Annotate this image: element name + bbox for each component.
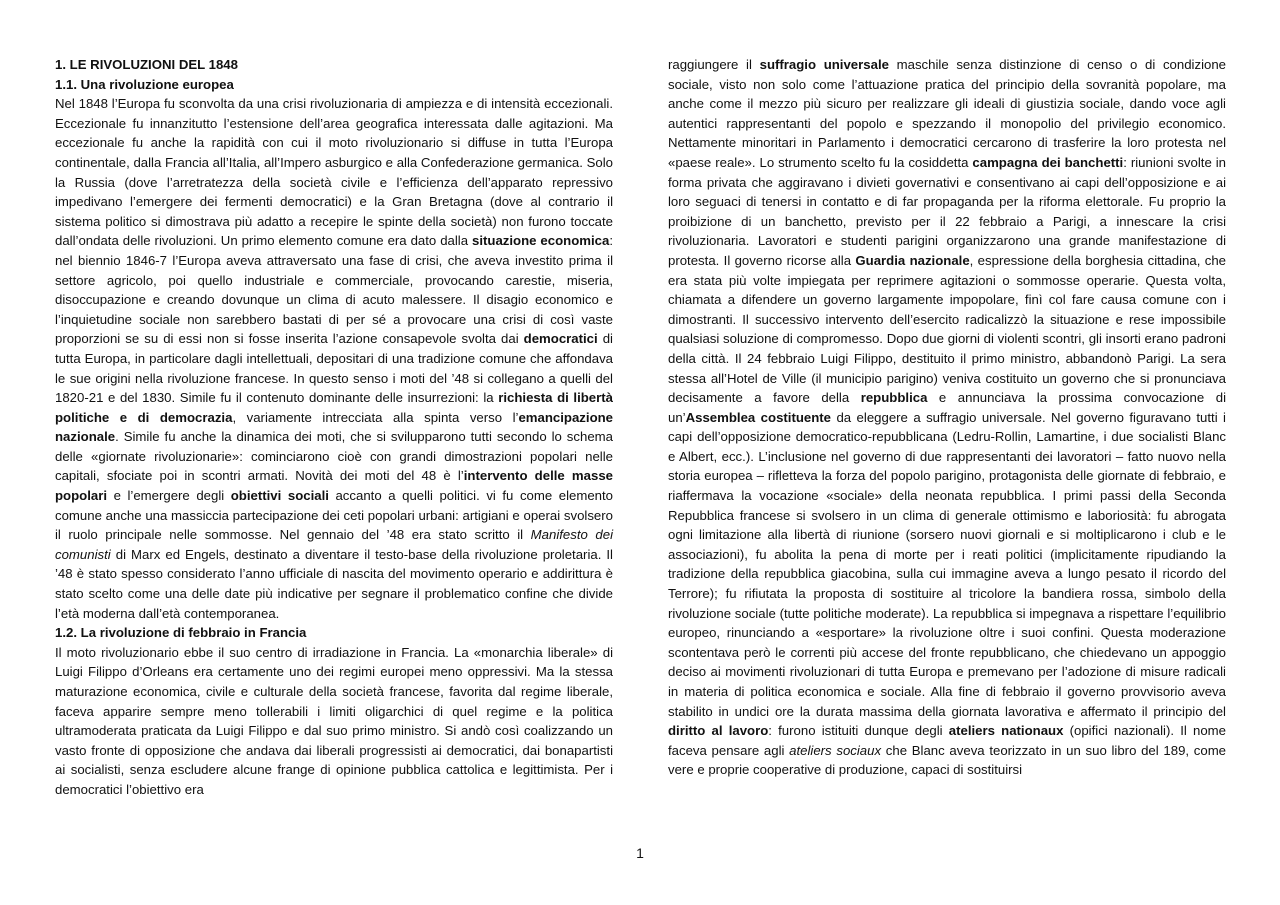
text-run: . Simile fu anche la dinamica dei moti, che si svilupparono tutti secondo lo schema delle «giornate rivoluzionarie»: cominciarono cioè con grandi dimostrazioni popolari nelle capitali, sfociate poi in scontri armati. Novità dei moti del 48 è l’ [55, 429, 613, 484]
italic-text: Manifesto dei comunisti [55, 527, 613, 562]
text-run: : nel biennio 1846-7 l’Europa aveva attraversato una fase di crisi, che aveva investito prima il settore agricolo, poi quello industriale e commerciale, provocando carestie, miseria, disoccupazione e creando dovunque un clima di acuto malessere. Il disagio economico e l’inquietudine sociale non sarebbero bastati di per sé a provocare una crisi di così vaste proporzioni se su di essi non si fosse inserita l’azione consapevole svolta dai [55, 233, 613, 347]
text-run: che Blanc aveva teorizzato in un suo libro del 189, come vere e proprie cooperative di produzione, capaci di sostituirsi [668, 742, 1227, 778]
bold-text: Assemblea costituente [685, 409, 832, 425]
paragraph-europe [55, 94, 613, 623]
bold-text: ateliers nationaux [948, 723, 1064, 739]
italic-text: ateliers sociaux [789, 742, 882, 758]
left-column [55, 55, 613, 800]
text-run: di Marx ed Engels, destinato a diventare il testo-base della rivoluzione proletaria. Il ’48 è stato spesso considerato l’anno ufficiale di nascita del movimento operario e addirittura è stato scelto come una delle date più indicative per segnare il problematico confine che divide l’età moderna dall’età contemporanea. [55, 546, 613, 621]
bold-text: democratici [523, 331, 598, 347]
text-run: Il moto rivoluzionario ebbe il suo centro di irradiazione in Francia. La «monarchia liberale» di Luigi Filippo d’Orleans era certamente uno dei regimi europei meno oppressivi. Ma la stessa maturazione economica, civile e culturale della società francese, favorita dal regime liberale, faceva apparire sempre meno tollerabili i limiti oligarchici di quel regime e la politica ultramoderata praticata da Luigi Filippo e dal suo primo ministro. Si andò così coalizzando un vasto fronte di opposizione che andava dai liberali progressisti ai democratici, dai bonapartisti ai socialisti, senza escludere alcune frange di opinione pubblica cattolica e legittimista. Per i democratici l’obiettivo era [55, 644, 613, 797]
text-run: da eleggere a suffragio universale. Nel governo figuravano tutti i capi dell’opposizione democratico-repubblicana (Ledru-Rollin, Lamartine, i due socialisti Blanc e Albert, ecc.). L’inclusione nel governo di due rappresentanti dei lavoratori – fatto nuovo nella storia europea – rifletteva la forza del popolo parigino, protagonista delle giornate di febbraio, e riaffermava la vocazione «sociale» della neonata repubblica. I primi passi della Seconda Repubblica francese si svolsero in un clima di generale ottimismo e laboriosità: fu abrogata ogni limitazione alla libertà di riunione (sorsero nuovi giornali e si moltiplicarono i club e le associazioni), fu abolita la pena di morte per i reati politici (implicitamente ripudiando la tradizione della repubblica giacobina, sulla cui immagine aveva a lungo pesato il ricordo del Terrore); fu rifiutata la proposta di sostituire al tricolore la bandiera rossa, simbolo della rivoluzione sociale (tutte politiche moderate). La repubblica si impegnava a rispettare l’equilibrio europeo, rinunciando a «esportare» la rivoluzione oltre i suoi confini. Questa moderazione scontentava però le correnti più accese del fronte repubblicano, che chiedevano un appoggio deciso ai movimenti rivoluzionari di tutta Europa e premevano per l’adozione di misure radicali in materia di politica economica e sociale. Alla fine di febbraio il governo provvisorio aveva stabilito in undici ore la durata massima della giornata lavorativa e affermato il principio del [668, 409, 1226, 719]
section-heading-1-2: 1.2. La rivoluzione di febbraio in Francia [55, 625, 307, 641]
bold-text: suffragio universale [759, 57, 889, 72]
bold-text: obiettivi sociali [230, 488, 329, 504]
section-heading-1-1: 1.1. Una rivoluzione europea [55, 76, 234, 92]
page-number: 1 [636, 845, 644, 861]
chapter-heading: 1. LE RIVOLUZIONI DEL 1848 [55, 57, 238, 72]
text-run: maschile senza distinzione di censo o di condizione sociale, visto non solo come l’attuazione pratica del principio della sovranità popolare, ma anche come il mezzo più sicuro per realizzare gli ideali di giustizia sociale, dando voce agli autentici rappresentanti del popolo e spezzando il monopolio del privilegio economico. Nettamente minoritari in Parlamento i democratici cercarono di trasferire la loro protesta nel «paese reale». Lo strumento scelto fu la cosiddetta [668, 57, 1226, 170]
paragraph-france-continued [668, 55, 1226, 780]
text-run: accanto a quelli politici. vi fu come elemento comune anche una massiccia partecipazione dei ceti popolari urbani: artigiani e operai svolsero il ruolo principale nelle sommosse. Nel gennaio del ’48 era stato scritto il [55, 488, 613, 543]
text-run: raggiungere il [668, 57, 760, 72]
bold-text: emancipazione nazionale [55, 409, 614, 445]
text-run: (opifici nazionali). Il nome faceva pensare agli [668, 723, 1226, 758]
right-column [668, 55, 1226, 780]
bold-text: intervento delle masse popolari [55, 468, 613, 504]
bold-text: campagna dei banchetti [972, 154, 1124, 170]
text-run: e l’emergere degli [107, 488, 231, 504]
text-run: e annunciava la prossima convocazione di un’ [668, 390, 1226, 425]
text-run: Nel 1848 l’Europa fu sconvolta da una crisi rivoluzionaria di ampiezza e di intensità eccezionali. Eccezionale fu innanzitutto l’estensione dell’area geografica interessata dalle agitazioni. Ma eccezionale fu anche la rapidità con cui il moto rivoluzionario si diffuse in tutta l’Europa continentale, dalla Francia all’Italia, all’Impero asburgico e alla Confederazione germanica. Solo la Russia (dove l’arretratezza della società civile e l’efficienza dell’apparato repressivo impedivano l’emergere dei fermenti democratici) e la Gran Bretagna (dove al contrario il sistema politico si dimostrava più adatto a recepire le spinte della società) non furono toccate dall’ondata delle rivoluzioni. Un primo elemento comune era dato dalla [55, 96, 613, 249]
text-run: : riunioni svolte in forma privata che aggiravano i divieti governativi e consentivano ai capi dell’opposizione e ai loro seguaci di tenersi in contatto e di far propaganda per la riforma elettorale. Fu proprio la proibizione di un banchetto, previsto per il 22 febbraio a Parigi, a innescare la crisi rivoluzionaria. Lavoratori e studenti parigini organizzarono una grande manifestazione di protesta. Il governo ricorse alla [668, 154, 1227, 268]
text-run: , espressione della borghesia cittadina, che era stata più volte impiegata per reprimere agitazioni o sommosse operarie. Questa volta, chiamata a difendere un governo largamente impopolare, finì col fare causa comune con i dimostranti. Il successivo intervento dell’esercito radicalizzò la situazione e rese impossibile qualsiasi soluzione di compromesso. Dopo due giorni di violenti scontri, gli insorti erano padroni della città. Il 24 febbraio Luigi Filippo, destituito il primo ministro, abbandonò Parigi. La sera stessa all’Hotel de Ville (il municipio parigino) veniva costituito un governo che si pronunciava decisamente a favore della [668, 252, 1227, 406]
text-run: , variamente intrecciata alla spinta verso l’ [232, 409, 519, 425]
text-run: di tutta Europa, in particolare dagli intellettuali, depositari di una tradizione comune che affondava le sue origini nella rivoluzione francese. In questo senso i moti del ’48 si collegano a quelli del 1820-21 e del 1830. Simile fu il contenuto dominante delle insurrezioni: la [55, 331, 613, 406]
paragraph-france [55, 643, 613, 800]
bold-text: diritto al lavoro [668, 723, 769, 739]
text-run: : furono istituiti dunque degli [768, 723, 949, 739]
bold-text: situazione economica [472, 233, 610, 249]
bold-text: richiesta di libertà politiche e di democrazia [55, 390, 613, 425]
bold-text: repubblica [860, 390, 928, 406]
bold-text: Guardia nazionale [855, 252, 970, 268]
